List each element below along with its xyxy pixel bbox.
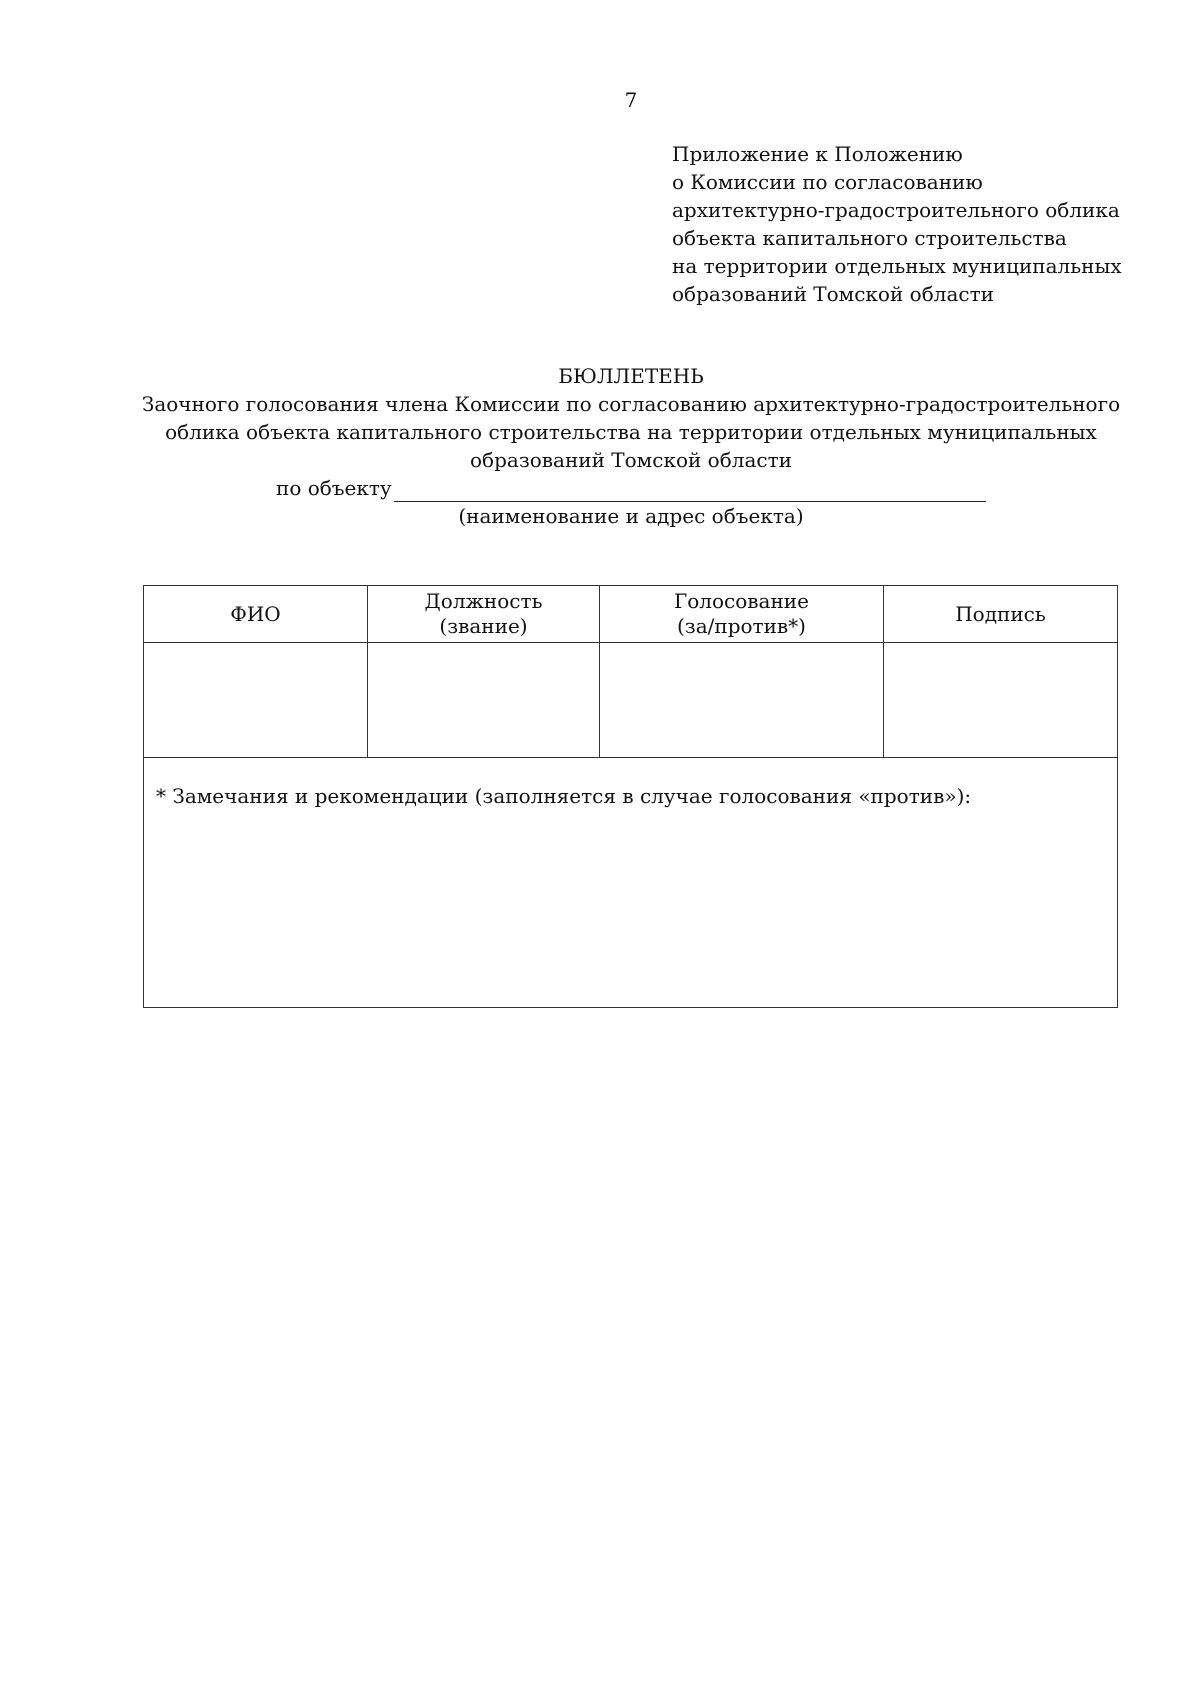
ballot-subtitle-line: облика объекта капитального строительства на территории отдельных муниципальных [165, 420, 1097, 444]
ballot-subtitle [100, 390, 1162, 474]
ballot-table [143, 585, 1118, 1008]
appendix-line: объекта капитального строительства [672, 226, 1067, 250]
remarks-cell[interactable] [144, 758, 1118, 1008]
header-signature: Подпись [884, 586, 1118, 643]
object-label: по объекту [276, 476, 392, 500]
header-name: ФИО [144, 586, 368, 643]
object-field [276, 474, 986, 502]
header-position: Должность (звание) [368, 586, 600, 643]
appendix-line: на территории отдельных муниципальных [672, 254, 1122, 278]
appendix-line: Приложение к Положению [672, 142, 963, 166]
appendix-line: образований Томской области [672, 282, 994, 306]
ballot-subtitle-line: Заочного голосования члена Комиссии по согласованию архитектурно-градостроительного [141, 392, 1121, 416]
appendix-note [672, 140, 1172, 308]
table-row [144, 643, 1118, 758]
cell-vote[interactable] [600, 643, 884, 758]
ballot-subtitle-line: образований Томской области [470, 448, 792, 472]
object-input-line[interactable] [394, 479, 986, 502]
cell-signature[interactable] [884, 643, 1118, 758]
table-header-row [144, 586, 1118, 643]
remarks-label: * Замечания и рекомендации (заполняется в случае голосования «против»): [156, 784, 972, 808]
appendix-line: о Комиссии по согласованию [672, 170, 983, 194]
ballot-title: БЮЛЛЕТЕНЬ [558, 364, 704, 388]
appendix-line: архитектурно-градостроительного облика [672, 198, 1120, 222]
cell-name[interactable] [144, 643, 368, 758]
remarks-row [144, 758, 1118, 1008]
cell-position[interactable] [368, 643, 600, 758]
ballot-heading [100, 362, 1162, 474]
object-hint: (наименование и адрес объекта) [458, 504, 804, 528]
header-vote: Голосование (за/против*) [600, 586, 884, 643]
page-number: 7 [624, 88, 638, 112]
